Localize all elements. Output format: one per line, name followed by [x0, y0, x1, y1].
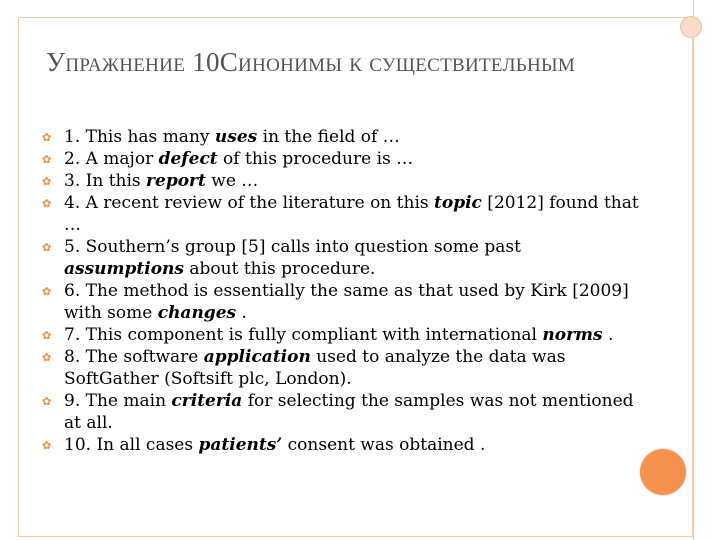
item-text-after: we … — [205, 171, 259, 191]
item-text-before: 1. This has many — [64, 127, 215, 147]
flower-bullet-icon: ✿ — [42, 197, 52, 210]
item-text-before: 8. The software — [64, 347, 204, 367]
item-keyword: assumptions — [64, 259, 184, 279]
flower-bullet-icon: ✿ — [42, 241, 52, 254]
item-keyword: defect — [158, 149, 218, 169]
item-text-after: in the field of … — [257, 127, 400, 147]
flower-bullet-icon: ✿ — [42, 131, 52, 144]
slide-title: Упражнение 10Синонимы к существительным — [46, 47, 576, 77]
item-text-after: used to analyze the data was SoftGather (Softsift plc, London). — [64, 347, 566, 389]
list-item — [40, 280, 640, 324]
list-item — [40, 346, 640, 390]
item-text-before: 2. A major — [64, 149, 159, 169]
list-item — [40, 192, 640, 236]
item-text-after: for selecting the samples was not mentioned at all. — [64, 391, 634, 433]
item-text-after: of this procedure is … — [217, 149, 414, 169]
item-text-before: 10. In all cases — [64, 435, 199, 455]
list-item — [40, 170, 640, 192]
list-item — [40, 126, 640, 148]
list-item — [40, 236, 640, 280]
item-keyword: topic — [434, 193, 482, 213]
item-text-before: 6. The method is essentially the same as that used by Kirk [2009] with some — [64, 281, 629, 323]
flower-bullet-icon: ✿ — [42, 285, 52, 298]
flower-bullet-icon: ✿ — [42, 175, 52, 188]
item-text-before: 5. Southern’s group [5] calls into question some past — [64, 237, 521, 257]
flower-bullet-icon: ✿ — [42, 351, 52, 364]
list-item — [40, 324, 640, 346]
flower-bullet-icon: ✿ — [42, 329, 52, 342]
item-text-after: . — [602, 325, 614, 345]
exercise-list — [40, 126, 640, 456]
item-keyword: changes — [157, 303, 237, 323]
decorative-circle-bottom — [640, 449, 686, 495]
side-rule — [693, 0, 694, 540]
item-text-before: 9. The main — [64, 391, 172, 411]
item-text-after: . — [236, 303, 247, 323]
item-text-after: about this procedure. — [183, 259, 376, 279]
flower-bullet-icon: ✿ — [42, 439, 52, 452]
item-keyword: report — [146, 171, 206, 191]
item-text-before: 7. This component is fully compliant with international — [64, 325, 543, 345]
list-item — [40, 390, 640, 434]
item-keyword: uses — [214, 127, 258, 147]
list-item — [40, 148, 640, 170]
item-text-after: consent was obtained . — [282, 435, 486, 455]
item-keyword: criteria — [171, 391, 243, 411]
flower-bullet-icon: ✿ — [42, 153, 52, 166]
item-text-before: 4. A recent review of the literature on this — [64, 193, 435, 213]
list-item — [40, 434, 640, 456]
decorative-circle-top — [680, 16, 702, 38]
item-text-after: [2012] found that … — [64, 193, 639, 235]
item-keyword: norms — [542, 325, 603, 345]
item-text-before: 3. In this — [64, 171, 147, 191]
flower-bullet-icon: ✿ — [42, 395, 52, 408]
item-keyword: patients’ — [198, 435, 283, 455]
item-keyword: application — [203, 347, 311, 367]
